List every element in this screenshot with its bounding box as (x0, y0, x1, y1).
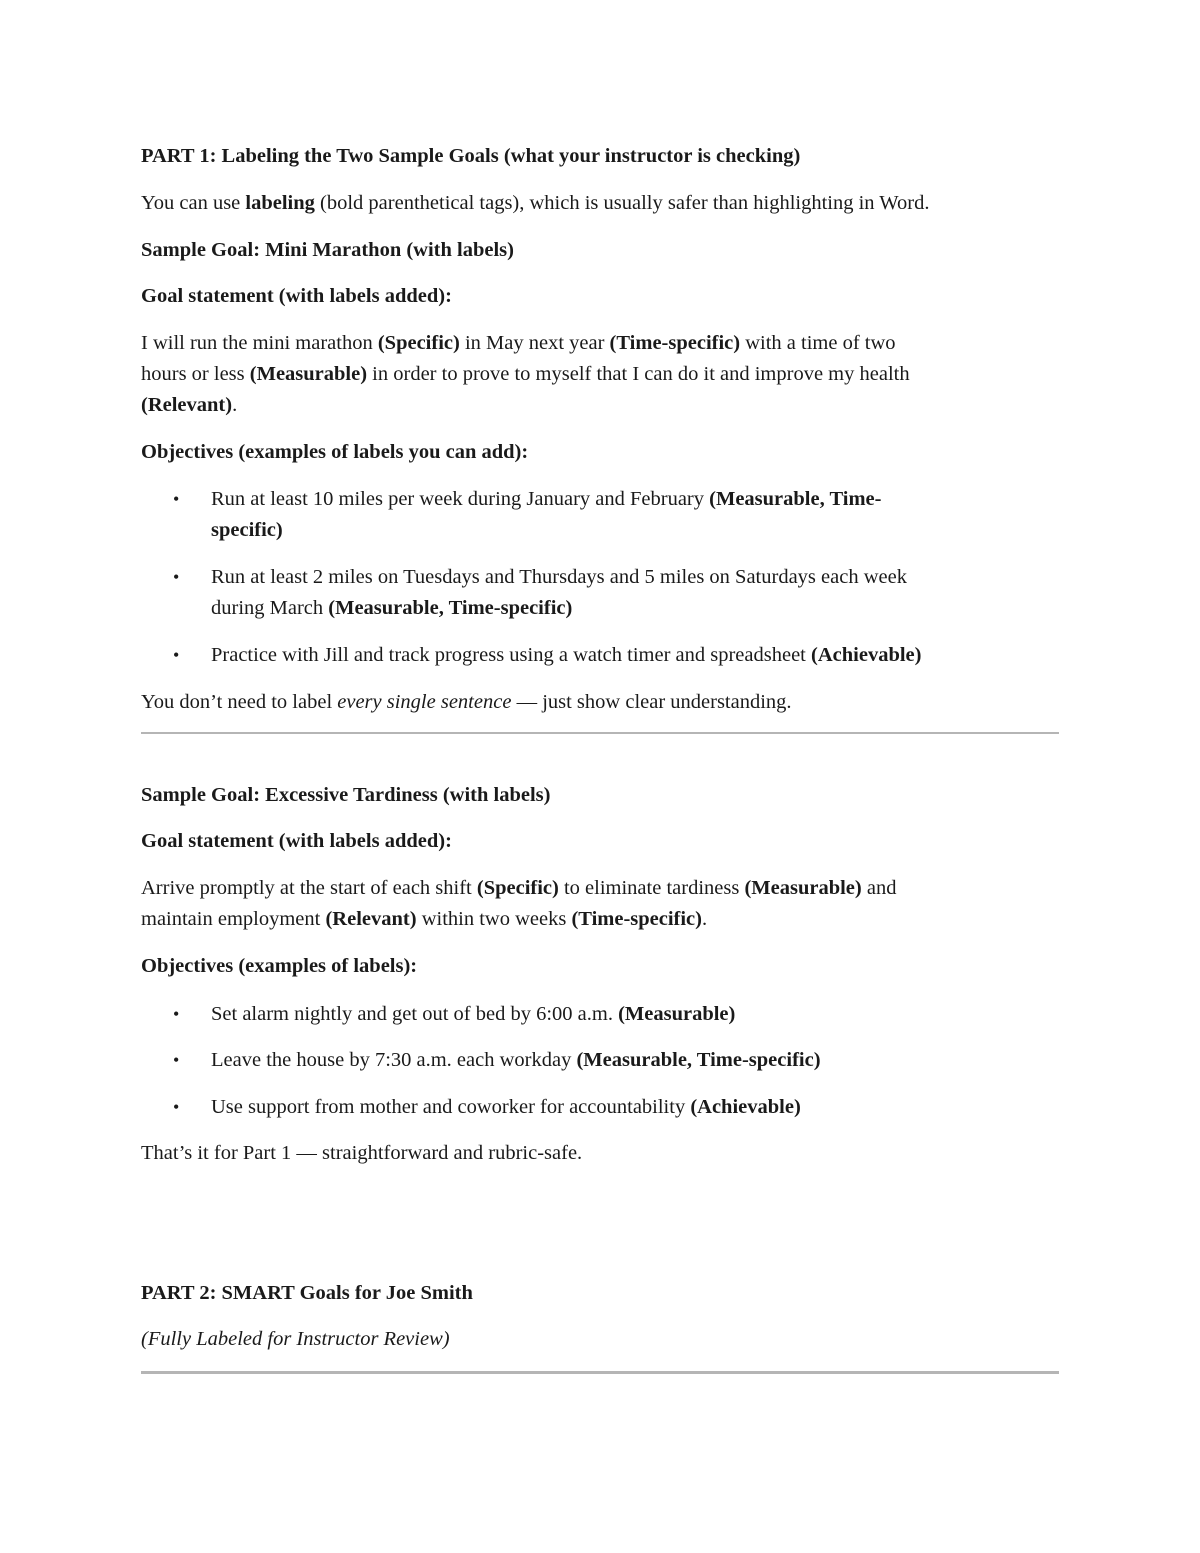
goal2-objective-1: Set alarm nightly and get out of bed by 6:00 a.m. (Measurable) (211, 1003, 736, 1025)
part1-closing: That’s it for Part 1 — straightforward and rubric-safe. (141, 1142, 583, 1164)
part1-heading: PART 1: Labeling the Two Sample Goals (what your instructor is checking) (141, 145, 801, 167)
goal2-title: Sample Goal: Excessive Tardiness (with labels) (141, 784, 551, 806)
section-divider (141, 1371, 1059, 1374)
bullet-icon: • (173, 1050, 180, 1070)
goal1-objective-1-line2: specific) (211, 519, 283, 541)
part2-heading: PART 2: SMART Goals for Joe Smith (141, 1282, 473, 1304)
goal2-statement-line2: maintain employment (Relevant) within two weeks (Time-specific). (141, 908, 708, 930)
goal2-statement-heading: Goal statement (with labels added): (141, 830, 452, 852)
bullet-icon: • (173, 489, 180, 509)
goal2-statement-line1: Arrive promptly at the start of each shift (Specific) to eliminate tardiness (Measurable) and (141, 877, 897, 899)
goal1-statement-line3: (Relevant). (141, 394, 238, 416)
section-divider (141, 732, 1059, 734)
goal1-statement-line1: I will run the mini marathon (Specific) in May next year (Time-specific) with a time of two (141, 332, 896, 354)
goal1-objective-2-line1: Run at least 2 miles on Tuesdays and Thursdays and 5 miles on Saturdays each week (211, 566, 907, 588)
goal1-note: You don’t need to label every single sentence — just show clear understanding. (141, 691, 792, 713)
goal2-objective-2: Leave the house by 7:30 a.m. each workday (Measurable, Time-specific) (211, 1049, 821, 1071)
goal2-objective-3: Use support from mother and coworker for accountability (Achievable) (211, 1096, 801, 1118)
goal1-statement-heading: Goal statement (with labels added): (141, 285, 452, 307)
bullet-icon: • (173, 1004, 180, 1024)
goal2-objectives-heading: Objectives (examples of labels): (141, 955, 418, 977)
goal1-objective-3: Practice with Jill and track progress using a watch timer and spreadsheet (Achievable) (211, 644, 922, 666)
goal1-title: Sample Goal: Mini Marathon (with labels) (141, 239, 514, 261)
part2-subheading: (Fully Labeled for Instructor Review) (141, 1328, 450, 1350)
bullet-icon: • (173, 567, 180, 587)
bullet-icon: • (173, 645, 180, 665)
intro-paragraph: You can use labeling (bold parenthetical tags), which is usually safer than highlighting in Word. (141, 192, 930, 214)
goal1-statement-line2: hours or less (Measurable) in order to prove to myself that I can do it and improve my health (141, 363, 910, 385)
goal1-objectives-heading: Objectives (examples of labels you can add): (141, 441, 529, 463)
bullet-icon: • (173, 1097, 180, 1117)
goal1-objective-2-line2: during March (Measurable, Time-specific) (211, 597, 573, 619)
goal1-objective-1-line1: Run at least 10 miles per week during January and February (Measurable, Time- (211, 488, 882, 510)
